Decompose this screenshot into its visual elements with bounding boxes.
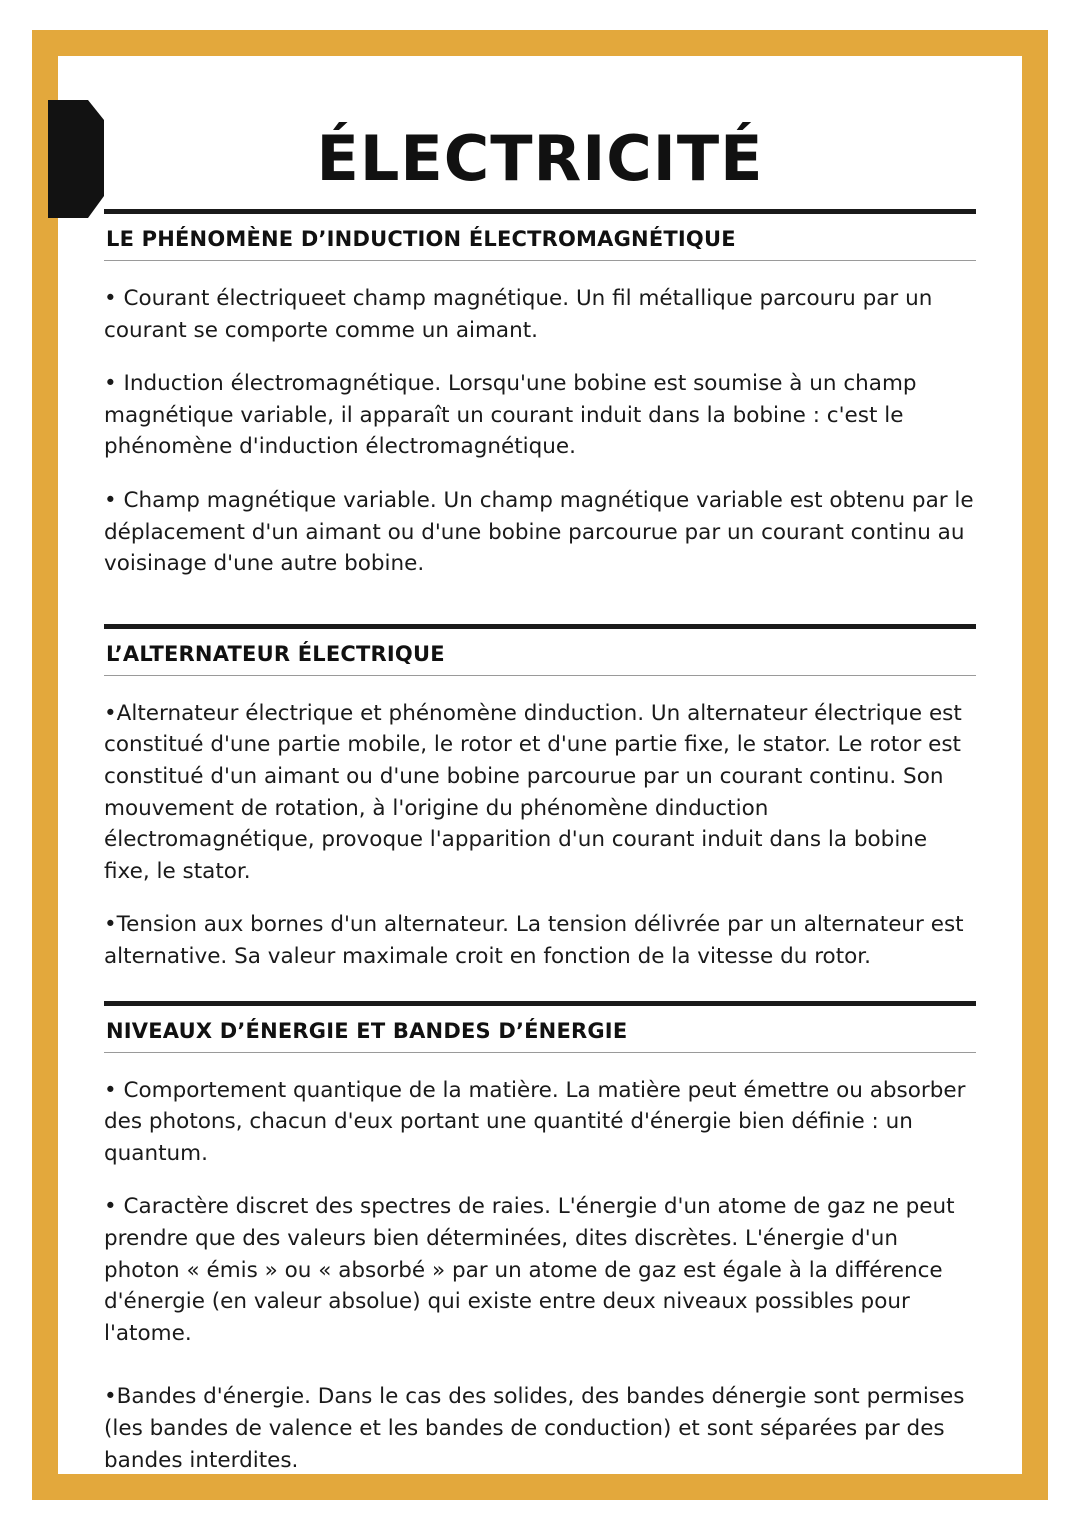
paragraph: • Induction électromagnétique. Lorsqu'une bobine est soumise à un champ magnétique variable, il apparaît un courant induit dans la bobine : c'est le phénomène d'induction électromagnétique. <box>104 371 917 460</box>
paragraph: • Comportement quantique de la matière. La matière peut émettre ou absorber des photons, chacun d'eux portant une quantité d'énergie bien définie : un quantum. <box>104 1077 966 1166</box>
page-frame <box>32 30 1048 1500</box>
section-heading-induction: LE PHÉNOMÈNE D’INDUCTION ÉLECTROMAGNÉTIQUE <box>106 227 736 252</box>
section-body-alternateur <box>104 698 976 973</box>
section-underline-induction <box>104 260 976 261</box>
section-heading-niveaux-energie: NIVEAUX D’ÉNERGIE ET BANDES D’ÉNERGIE <box>106 1018 628 1043</box>
section-niveaux-energie <box>104 1001 976 1477</box>
spacer <box>104 580 976 606</box>
section-induction <box>104 227 976 580</box>
section-heading-alternateur: L’ALTERNATEUR ÉLECTRIQUE <box>106 641 445 666</box>
page-title: ÉLECTRICITÉ <box>316 122 764 195</box>
title-block <box>104 90 976 195</box>
title-divider <box>104 209 976 214</box>
section-divider-niveaux-energie <box>104 1001 976 1006</box>
paragraph: •Tension aux bornes d'un alternateur. La tension délivrée par un alternateur est alternative. Sa valeur maximale croit en fonction de la vitesse du rotor. <box>104 912 964 969</box>
section-underline-niveaux-energie <box>104 1052 976 1053</box>
spacer <box>104 973 976 983</box>
paragraph: • Caractère discret des spectres de raies. L'énergie d'un atome de gaz ne peut prendre que des valeurs bien déterminées, dites discrètes. L'énergie d'un photon « émis » ou « absorbé » par un atome de gaz est égale à la différence d'énergie (en valeur absolue) qui existe entre deux niveaux possibles pour l'atome. <box>104 1194 955 1346</box>
page-content <box>58 56 1022 1474</box>
paragraph: • Champ magnétique variable. Un champ magnétique variable est obtenu par le déplacement d'un aimant ou d'une bobine parcourue par un courant continu au voisinage d'une autre bobine. <box>104 488 974 577</box>
section-underline-alternateur <box>104 675 976 676</box>
paragraph: •Bandes d'énergie. Dans le cas des solides, des bandes dénergie sont permises (les bandes de valence et les bandes de conduction) et sont séparées par des bandes interdites. <box>104 1384 965 1473</box>
section-body-niveaux-energie <box>104 1075 976 1477</box>
paragraph: •Alternateur électrique et phénomène dinduction. Un alternateur électrique est constitué d'une partie mobile, le rotor et d'une partie fixe, le stator. Le rotor est constitué d'un aimant ou d'une bobine parcourue par un courant continu. Son mouvement de rotation, à l'origine du phénomène dinduction électromagnétique, provoque l'apparition d'un courant induit dans la bobine fixe, le stator. <box>104 700 962 884</box>
section-divider-alternateur <box>104 624 976 629</box>
spacer <box>104 1371 976 1381</box>
section-alternateur <box>104 624 976 973</box>
section-body-induction <box>104 283 976 580</box>
paragraph: • Courant électriqueet champ magnétique. Un fil métallique parcouru par un courant se comporte comme un aimant. <box>104 286 933 343</box>
bookmark-tab-icon <box>48 100 104 218</box>
